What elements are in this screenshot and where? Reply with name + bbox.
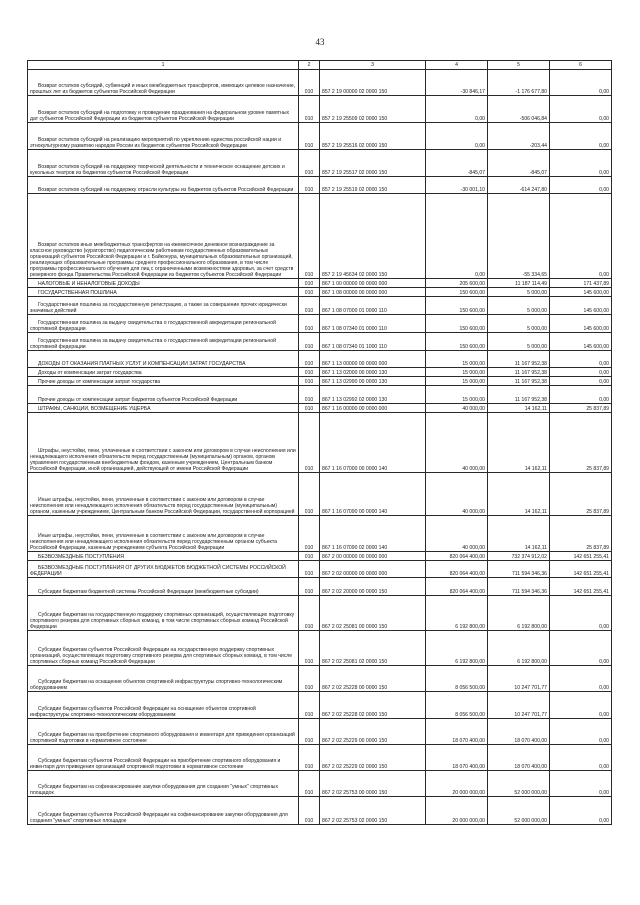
amount-col4-cell: -30 846,17 xyxy=(426,70,488,96)
table-row xyxy=(28,404,612,413)
item-name-cell: Государственная пошлина за выдачу свидетельства о государственной аккредитации региональной спортивной федерации xyxy=(28,333,299,351)
amount-col4-cell: 820 064 400,00 xyxy=(426,561,488,578)
budget-classification-code-cell: 867 1 08 07340 01 1000 110 xyxy=(320,333,426,351)
budget-classification-code-cell: 857 2 19 25509 02 0000 150 xyxy=(320,96,426,123)
item-name-cell: Штрафы, неустойки, пени, уплаченные в соответствии с законом или договором в случае неисполнения или ненадлежащего исполнения обязательств перед государственным (муниципальным) органом, органом управления государственным внебюджетным фондом, казенным учреждением, Центральным банком Российской Федерации, иной организацией, действующей от имени Российской Федерации xyxy=(28,413,299,473)
amount-col4-cell: 6 192 800,00 xyxy=(426,596,488,631)
item-name-cell: Субсидии бюджетам субъектов Российской Федерации на приобретение спортивного оборудования и инвентаря для приведения организаций спортивной подготовки в нормативное состояние xyxy=(28,745,299,771)
amount-col5-cell: 6 192 800,00 xyxy=(488,596,550,631)
amount-col5-cell: -1 176 677,80 xyxy=(488,70,550,96)
budget-classification-code-cell: 857 2 19 00000 02 0000 150 xyxy=(320,70,426,96)
table-row xyxy=(28,288,612,297)
amount-col4-cell: 15 000,00 xyxy=(426,351,488,368)
amount-col5-cell: -203,44 xyxy=(488,123,550,150)
line-code-cell: 010 xyxy=(299,70,320,96)
budget-classification-code-cell: 867 2 02 25229 00 0000 150 xyxy=(320,719,426,745)
amount-col4-cell: 20 000 000,00 xyxy=(426,771,488,797)
line-code-cell: 010 xyxy=(299,561,320,578)
line-code-cell: 010 xyxy=(299,351,320,368)
line-code-cell: 010 xyxy=(299,123,320,150)
column-number: 6 xyxy=(550,61,612,70)
amount-col5-cell: 52 000 000,00 xyxy=(488,771,550,797)
budget-classification-code-cell: 857 2 19 25516 02 0000 150 xyxy=(320,123,426,150)
amount-col4-cell: 820 064 400,00 xyxy=(426,578,488,596)
line-code-cell: 010 xyxy=(299,377,320,386)
table-row xyxy=(28,413,612,473)
budget-classification-code-cell: 867 2 02 25228 02 0000 150 xyxy=(320,692,426,719)
amount-col4-cell: 6 192 800,00 xyxy=(426,631,488,666)
line-code-cell: 010 xyxy=(299,797,320,825)
table-row xyxy=(28,666,612,692)
amount-col6-cell: 0,00 xyxy=(550,96,612,123)
budget-classification-code-cell: 867 1 16 07090 02 0000 140 xyxy=(320,516,426,552)
amount-col4-cell: 8 056 500,00 xyxy=(426,692,488,719)
item-name-cell: ГОСУДАРСТВЕННАЯ ПОШЛИНА xyxy=(28,288,299,297)
amount-col6-cell: 0,00 xyxy=(550,177,612,194)
amount-col5-cell: 11 167 952,38 xyxy=(488,351,550,368)
amount-col5-cell: 6 192 800,00 xyxy=(488,631,550,666)
amount-col6-cell: 0,00 xyxy=(550,377,612,386)
amount-col5-cell: -506 046,84 xyxy=(488,96,550,123)
line-code-cell: 010 xyxy=(299,578,320,596)
table-row xyxy=(28,177,612,194)
item-name-cell: Иные штрафы, неустойки, пени, уплаченные в соответствии с законом или договором в случае неисполнения или ненадлежащего исполнения обязательств перед государственным (муниципальным) органом, казенным учреждением, Центральным банком Российской Федерации, государственной корпорацией xyxy=(28,473,299,516)
line-code-cell: 010 xyxy=(299,386,320,404)
table-row xyxy=(28,692,612,719)
item-name-cell: Государственная пошлина за государственную регистрацию, а также за совершение прочих юридически значимых действий xyxy=(28,297,299,315)
line-code-cell: 010 xyxy=(299,516,320,552)
amount-col4-cell: 15 000,00 xyxy=(426,386,488,404)
amount-col5-cell: 18 070 400,00 xyxy=(488,719,550,745)
line-code-cell: 010 xyxy=(299,552,320,561)
line-code-cell: 010 xyxy=(299,315,320,333)
budget-classification-code-cell: 867 1 08 07340 01 0000 110 xyxy=(320,315,426,333)
amount-col6-cell: 0,00 xyxy=(550,150,612,177)
amount-col5-cell: 14 162,11 xyxy=(488,516,550,552)
budget-classification-code-cell: 867 1 16 07090 00 0000 140 xyxy=(320,473,426,516)
line-code-cell: 010 xyxy=(299,96,320,123)
amount-col6-cell: 0,00 xyxy=(550,596,612,631)
amount-col6-cell: 142 651 255,41 xyxy=(550,561,612,578)
item-name-cell: Иные штрафы, неустойки, пени, уплаченные в соответствии с законом или договором в случае неисполнения или ненадлежащего исполнения обязательств перед государственным органом субъекта Российской Федерации, казенным учреждением субъекта Российской Федерации xyxy=(28,516,299,552)
line-code-cell: 010 xyxy=(299,666,320,692)
item-name-cell: Прочие доходы от компенсации затрат государства xyxy=(28,377,299,386)
amount-col5-cell: -845,07 xyxy=(488,150,550,177)
line-code-cell: 010 xyxy=(299,404,320,413)
column-number-row xyxy=(28,61,612,70)
amount-col4-cell: 15 000,00 xyxy=(426,368,488,377)
amount-col4-cell: 15 000,00 xyxy=(426,377,488,386)
line-code-cell: 010 xyxy=(299,473,320,516)
table-row xyxy=(28,561,612,578)
line-code-cell: 010 xyxy=(299,719,320,745)
line-code-cell: 010 xyxy=(299,368,320,377)
amount-col6-cell: 0,00 xyxy=(550,692,612,719)
table-row xyxy=(28,552,612,561)
amount-col5-cell: 711 594 346,36 xyxy=(488,561,550,578)
line-code-cell: 010 xyxy=(299,279,320,288)
amount-col4-cell: 40 000,00 xyxy=(426,473,488,516)
budget-classification-code-cell: 867 1 16 00000 00 0000 000 xyxy=(320,404,426,413)
line-code-cell: 010 xyxy=(299,297,320,315)
table-row xyxy=(28,631,612,666)
amount-col4-cell: 150 600,00 xyxy=(426,288,488,297)
amount-col5-cell: 11 187 114,49 xyxy=(488,279,550,288)
table-row xyxy=(28,315,612,333)
line-code-cell: 010 xyxy=(299,596,320,631)
amount-col5-cell: 11 167 952,38 xyxy=(488,368,550,377)
table-row xyxy=(28,96,612,123)
item-name-cell: Субсидии бюджетам на софинансирование закупки оборудования для создания "умных" спортивных площадок xyxy=(28,771,299,797)
amount-col6-cell: 0,00 xyxy=(550,771,612,797)
amount-col4-cell: -845,07 xyxy=(426,150,488,177)
amount-col6-cell: 0,00 xyxy=(550,666,612,692)
item-name-cell: Субсидии бюджетам бюджетной системы Российской Федерации (межбюджетные субсидии) xyxy=(28,578,299,596)
page-number: 43 xyxy=(315,37,325,47)
budget-classification-code-cell: 867 1 13 00000 00 0000 000 xyxy=(320,351,426,368)
amount-col5-cell: 14 162,11 xyxy=(488,404,550,413)
line-code-cell: 010 xyxy=(299,413,320,473)
item-name-cell: Возврат остатков субсидий, субвенций и иных межбюджетных трансфертов, имеющих целевое назначение, прошлых лет из бюджетов субъектов Российской Федерации xyxy=(28,70,299,96)
item-name-cell: Государственная пошлина за выдачу свидетельства о государственной аккредитации региональной спортивной федерации xyxy=(28,315,299,333)
column-number: 4 xyxy=(426,61,488,70)
item-name-cell: ДОХОДЫ ОТ ОКАЗАНИЯ ПЛАТНЫХ УСЛУГ И КОМПЕНСАЦИИ ЗАТРАТ ГОСУДАРСТВА xyxy=(28,351,299,368)
amount-col6-cell: 25 837,89 xyxy=(550,404,612,413)
item-name-cell: Возврат остатков субсидий на подготовку и проведение празднования на федеральном уровне памятных дат субъектов Российской Федерации из бюджетов субъектов Российской Федерации xyxy=(28,96,299,123)
amount-col5-cell: -614 247,80 xyxy=(488,177,550,194)
budget-classification-code-cell: 867 2 02 25229 02 0000 150 xyxy=(320,745,426,771)
amount-col6-cell: 0,00 xyxy=(550,386,612,404)
line-code-cell: 010 xyxy=(299,631,320,666)
table-row xyxy=(28,771,612,797)
amount-col6-cell: 0,00 xyxy=(550,123,612,150)
table-row xyxy=(28,351,612,368)
amount-col5-cell: 711 594 346,36 xyxy=(488,578,550,596)
line-code-cell: 010 xyxy=(299,177,320,194)
table-row xyxy=(28,745,612,771)
amount-col4-cell: 40 000,00 xyxy=(426,413,488,473)
amount-col4-cell: 20 000 000,00 xyxy=(426,797,488,825)
table-row xyxy=(28,123,612,150)
line-code-cell: 010 xyxy=(299,150,320,177)
amount-col5-cell: 5 000,00 xyxy=(488,288,550,297)
budget-classification-code-cell: 867 2 02 25228 00 0000 150 xyxy=(320,666,426,692)
item-name-cell: Возврат остатков субсидий на поддержку творческой деятельности и техническое оснащение детских и кукольных театров из бюджетов субъектов Российской Федерации xyxy=(28,150,299,177)
table-row xyxy=(28,797,612,825)
table-row xyxy=(28,194,612,279)
amount-col4-cell: 0,00 xyxy=(426,123,488,150)
item-name-cell: Субсидии бюджетам субъектов Российской Федерации на оснащение объектов спортивной инфраструктуры спортивно-технологическим оборудованием xyxy=(28,692,299,719)
amount-col4-cell: 150 600,00 xyxy=(426,315,488,333)
line-code-cell: 010 xyxy=(299,745,320,771)
amount-col5-cell: -55 334,65 xyxy=(488,194,550,279)
budget-classification-code-cell: 867 1 13 02000 00 0000 130 xyxy=(320,368,426,377)
item-name-cell: Возврат остатков иных межбюджетных трансфертов на ежемесячное денежное вознаграждение за классное руководство (кураторство) педагогическим работникам государственных образовательных организаций субъектов Российской Федерации и г. Байконура, муниципальных образовательных организаций, реализующих образовательные программы среднего профессионального образования, в том числе программы профессионального обучения для лиц с ограниченными возможностями здоровья, за счет средств резервного фонда Правительства Российской Федерации из бюджетов субъектов Российской Федерации xyxy=(28,194,299,279)
amount-col6-cell: 0,00 xyxy=(550,745,612,771)
budget-classification-code-cell: 867 2 02 00000 00 0000 000 xyxy=(320,561,426,578)
budget-classification-code-cell: 867 2 02 25753 00 0000 150 xyxy=(320,771,426,797)
amount-col5-cell: 11 167 952,38 xyxy=(488,386,550,404)
budget-classification-code-cell: 867 1 00 00000 00 0000 000 xyxy=(320,279,426,288)
amount-col5-cell: 52 000 000,00 xyxy=(488,797,550,825)
column-number: 3 xyxy=(320,61,426,70)
budget-classification-code-cell: 867 1 08 07000 01 0000 110 xyxy=(320,297,426,315)
item-name-cell: БЕЗВОЗМЕЗДНЫЕ ПОСТУПЛЕНИЯ ОТ ДРУГИХ БЮДЖЕТОВ БЮДЖЕТНОЙ СИСТЕМЫ РОССИЙСКОЙ ФЕДЕРАЦИИ xyxy=(28,561,299,578)
table-row xyxy=(28,297,612,315)
table-row xyxy=(28,516,612,552)
table-row xyxy=(28,150,612,177)
item-name-cell: ШТРАФЫ, САНКЦИИ, ВОЗМЕЩЕНИЕ УЩЕРБА xyxy=(28,404,299,413)
amount-col6-cell: 0,00 xyxy=(550,70,612,96)
budget-classification-code-cell: 867 2 00 00000 00 0000 000 xyxy=(320,552,426,561)
item-name-cell: Субсидии бюджетам субъектов Российской Федерации на государственную поддержку спортивных организаций, осуществляющих подготовку спортивного резерва для спортивных сборных команд, в том числе спортивных сборных команд Российской Федерации xyxy=(28,631,299,666)
amount-col6-cell: 25 837,89 xyxy=(550,413,612,473)
amount-col5-cell: 11 167 952,38 xyxy=(488,377,550,386)
table-row xyxy=(28,596,612,631)
budget-classification-code-cell: 867 1 16 07000 00 0000 140 xyxy=(320,413,426,473)
table-row xyxy=(28,333,612,351)
item-name-cell: Возврат остатков субсидий на реализацию мероприятий по укреплению единства российской нации и этнокультурному развитию народов России из бюджетов субъектов Российской Федерации xyxy=(28,123,299,150)
amount-col5-cell: 5 000,00 xyxy=(488,333,550,351)
item-name-cell: Возврат остатков субсидий на поддержку отрасли культуры из бюджетов субъектов Российской Федерации xyxy=(28,177,299,194)
amount-col6-cell: 145 600,00 xyxy=(550,297,612,315)
column-number: 2 xyxy=(299,61,320,70)
budget-classification-code-cell: 867 2 02 25081 00 0000 150 xyxy=(320,596,426,631)
amount-col6-cell: 145 600,00 xyxy=(550,333,612,351)
amount-col6-cell: 0,00 xyxy=(550,631,612,666)
amount-col6-cell: 0,00 xyxy=(550,719,612,745)
amount-col6-cell: 142 651 255,41 xyxy=(550,578,612,596)
column-number: 5 xyxy=(488,61,550,70)
budget-classification-code-cell: 867 1 08 00000 00 0000 000 xyxy=(320,288,426,297)
budget-classification-code-cell: 867 2 02 20000 00 0000 150 xyxy=(320,578,426,596)
table-row xyxy=(28,386,612,404)
amount-col4-cell: 0,00 xyxy=(426,96,488,123)
amount-col5-cell: 5 000,00 xyxy=(488,315,550,333)
table-row xyxy=(28,70,612,96)
amount-col6-cell: 25 837,89 xyxy=(550,473,612,516)
amount-col4-cell: 18 070 400,00 xyxy=(426,719,488,745)
amount-col5-cell: 14 162,11 xyxy=(488,413,550,473)
table-row xyxy=(28,377,612,386)
item-name-cell: Субсидии бюджетам на государственную поддержку спортивных организаций, осуществляющих подготовку спортивного резерва для спортивных сборных команд, в том числе спортивных сборных команд Российской Федерации xyxy=(28,596,299,631)
amount-col5-cell: 14 162,11 xyxy=(488,473,550,516)
amount-col4-cell: 205 600,00 xyxy=(426,279,488,288)
amount-col4-cell: 40 000,00 xyxy=(426,516,488,552)
column-number: 1 xyxy=(28,61,299,70)
item-name-cell: Субсидии бюджетам на приобретение спортивного оборудования и инвентаря для приведения организаций спортивной подготовки в нормативное состояние xyxy=(28,719,299,745)
budget-classification-code-cell: 867 1 13 02992 02 0000 130 xyxy=(320,386,426,404)
amount-col6-cell: 171 437,89 xyxy=(550,279,612,288)
table-row xyxy=(28,279,612,288)
line-code-cell: 010 xyxy=(299,692,320,719)
amount-col5-cell: 5 000,00 xyxy=(488,297,550,315)
table-row xyxy=(28,719,612,745)
amount-col6-cell: 145 600,00 xyxy=(550,288,612,297)
amount-col4-cell: 8 056 500,00 xyxy=(426,666,488,692)
table-row xyxy=(28,578,612,596)
item-name-cell: НАЛОГОВЫЕ И НЕНАЛОГОВЫЕ ДОХОДЫ xyxy=(28,279,299,288)
amount-col6-cell: 0,00 xyxy=(550,797,612,825)
amount-col4-cell: 18 070 400,00 xyxy=(426,745,488,771)
amount-col5-cell: 732 374 912,02 xyxy=(488,552,550,561)
amount-col5-cell: 10 247 701,77 xyxy=(488,692,550,719)
line-code-cell: 010 xyxy=(299,771,320,797)
amount-col6-cell: 142 651 255,41 xyxy=(550,552,612,561)
revenue-table xyxy=(27,60,612,825)
line-code-cell: 010 xyxy=(299,333,320,351)
budget-classification-code-cell: 857 2 19 25517 02 0000 150 xyxy=(320,150,426,177)
amount-col6-cell: 25 837,89 xyxy=(550,516,612,552)
budget-classification-code-cell: 867 1 13 02990 00 0000 130 xyxy=(320,377,426,386)
budget-classification-code-cell: 857 2 19 25519 02 0000 150 xyxy=(320,177,426,194)
amount-col4-cell: 150 600,00 xyxy=(426,333,488,351)
amount-col4-cell: 150 600,00 xyxy=(426,297,488,315)
amount-col6-cell: 0,00 xyxy=(550,194,612,279)
amount-col5-cell: 18 070 400,00 xyxy=(488,745,550,771)
amount-col6-cell: 0,00 xyxy=(550,368,612,377)
budget-classification-code-cell: 867 2 02 25753 02 0000 150 xyxy=(320,797,426,825)
item-name-cell: БЕЗВОЗМЕЗДНЫЕ ПОСТУПЛЕНИЯ xyxy=(28,552,299,561)
item-name-cell: Субсидии бюджетам субъектов Российской Федерации на софинансирование закупки оборудования для создания "умных" спортивных площадок xyxy=(28,797,299,825)
amount-col4-cell: 40 000,00 xyxy=(426,404,488,413)
amount-col6-cell: 0,00 xyxy=(550,351,612,368)
amount-col6-cell: 145 600,00 xyxy=(550,315,612,333)
amount-col5-cell: 10 247 701,77 xyxy=(488,666,550,692)
amount-col4-cell: -30 001,10 xyxy=(426,177,488,194)
amount-col4-cell: 820 064 400,00 xyxy=(426,552,488,561)
item-name-cell: Субсидии бюджетам на оснащение объектов спортивной инфраструктуры спортивно-технологическим оборудованием xyxy=(28,666,299,692)
amount-col4-cell: 0,00 xyxy=(426,194,488,279)
item-name-cell: Прочие доходы от компенсации затрат бюджетов субъектов Российской Федерации xyxy=(28,386,299,404)
line-code-cell: 010 xyxy=(299,288,320,297)
table-row xyxy=(28,473,612,516)
item-name-cell: Доходы от компенсации затрат государства xyxy=(28,368,299,377)
line-code-cell: 010 xyxy=(299,194,320,279)
budget-classification-code-cell: 867 2 02 25081 02 0000 150 xyxy=(320,631,426,666)
budget-classification-code-cell: 857 2 19 45634 02 0000 150 xyxy=(320,194,426,279)
table-row xyxy=(28,368,612,377)
